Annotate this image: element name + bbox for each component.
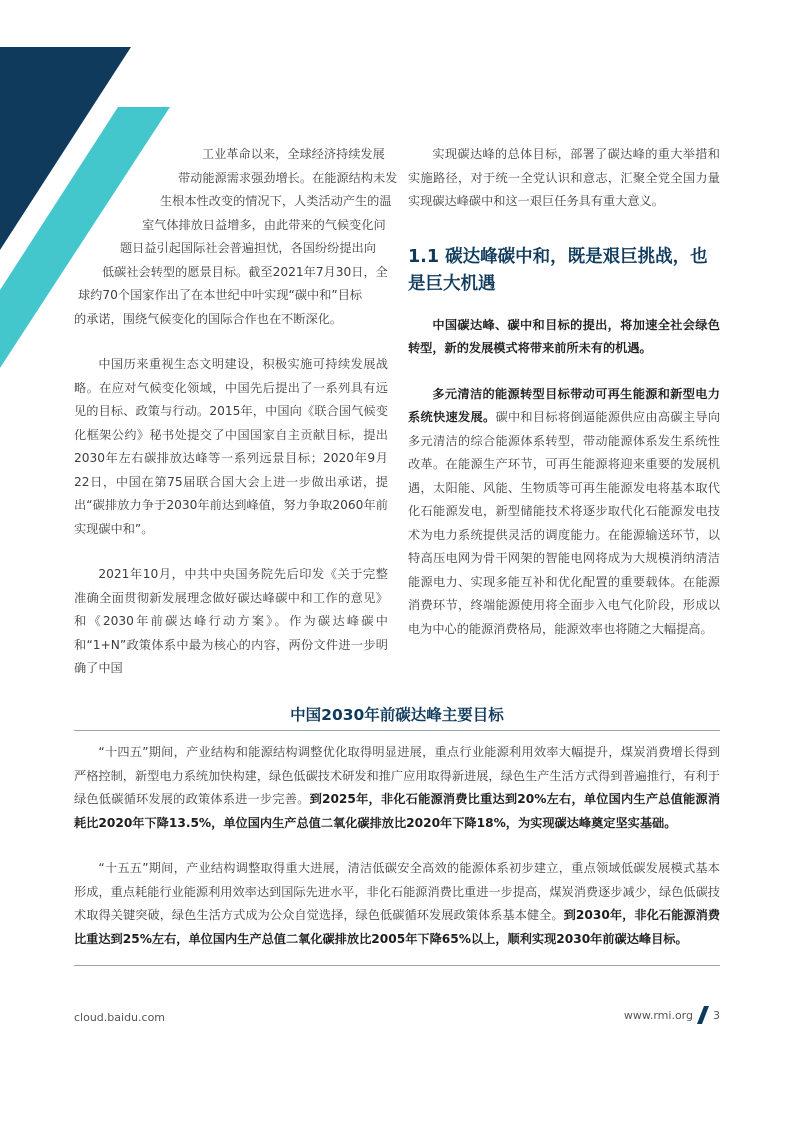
targets-bottom-rule: [74, 965, 720, 966]
target-2030-bold: 到2030年，非化石能源消费比重达到25%左右，单位国内生产总值二氧化碳排放比2005年下降65%以上，顺利实现2030年前碳达峰目标。: [74, 908, 721, 946]
intro-line: 工业革命以来，全球经济持续发展: [202, 147, 385, 161]
left-column: [74, 143, 398, 703]
china-policy-paragraph: 中国历来重视生态文明建设，积极实施可持续发展战略。在应对气候变化领域，中国先后提出了一系列具有远见的目标、政策与行动。2015年，中国向《联合国气候变化框架公约》秘书处提交了中国国家自主贡献目标，提出2030年左右碳排放达峰等一系列远景目标；2020年9月22日，中国在第75届联合国大会上进一步做出承诺，提出“碳排放力争于2030年前达到峰值，努力争取2060年前实现碳中和”。: [74, 357, 388, 536]
footer-right: [624, 1006, 720, 1024]
intro-line: 题日益引起国际社会普遍担忧，各国纷纷提出向: [120, 241, 376, 255]
slash-icon: [697, 1006, 709, 1024]
intro-line: 生根本性改变的情况下，人类活动产生的温: [160, 194, 392, 208]
policy-documents-paragraph: 2021年10月，中共中央国务院先后印发《关于完整准确全面贯彻新发展理念做好碳达峰碳中和工作的意见》和《2030年前碳达峰行动方案》。作为碳达峰碳中和“1+N”政策体系中最为核心的内容，两份文件进一步明确了中国: [74, 567, 388, 675]
energy-transition-paragraph: [408, 383, 720, 642]
footer-source: cloud.baidu.com: [74, 1011, 166, 1024]
targets-body: [74, 731, 720, 965]
continuation-paragraph: 实现碳达峰的总体目标，部署了碳达峰的重大举措和实施路径，对于统一全党认识和意志，汇聚全党全国力量实现碳达峰碳中和这一艰巨任务具有重大意义。: [408, 147, 720, 208]
target-2025-paragraph: [74, 741, 720, 835]
target-2030-paragraph: [74, 857, 720, 951]
right-column: [408, 143, 720, 663]
target-2025-text: “十四五”期间，产业结构和能源结构调整优化取得明显进展，重点行业能源利用效率大幅提升，煤炭消费增长得到严格控制，新型电力系统加快构建，绿色低碳技术研发和推广应用取得新进展，绿色生产生活方式得到普遍推行，有利于绿色低碳循环发展的政策体系进一步完善。: [74, 745, 720, 806]
target-2030-text: “十五五”期间，产业结构调整取得重大进展，清洁低碳安全高效的能源体系初步建立，重点领域低碳发展模式基本形成，重点耗能行业能源利用效率达到国际先进水平，非化石能源消费比重进一步提高，煤炭消费逐步减少，绿色低碳技术取得关键突破，绿色生活方式成为公众自觉选择，绿色低碳循环发展政策体系基本健全。: [74, 861, 720, 922]
page-number: 3: [713, 1008, 720, 1022]
target-2025-bold: 到2025年，非化石能源消费比重达到20%左右，单位国内生产总值能源消耗比2020年下降13.5%，单位国内生产总值二氧化碳排放比2020年下降18%，为实现碳达峰奠定坚实基础。: [74, 792, 721, 830]
intro-line: 带动能源需求强劲增长。在能源结构未发: [178, 170, 398, 185]
energy-transition-text: 碳中和目标将倒逼能源供应由高碳主导向多元清洁的综合能源体系转型，带动能源体系发生系统性改革。在能源生产环节，可再生能源将迎来重要的发展机遇，太阳能、风能、生物质等可再生能源发电将基本取代化石能源发电，新型储能技术将逐步取代化石能源发电技术为电力系统提供灵活的调度能力。在能源输送环节，以特高压电网为骨干网架的智能电网将成为大规模消纳清洁能源电力、实现多能互补和优化配置的重要载体。在能源消费环节，终端能源使用将全面步入电气化阶段，形成以电为中心的能源消费格局，能源效率也将随之大幅提高。: [408, 410, 721, 636]
targets-box: [74, 700, 720, 966]
section-heading: 1.1 碳达峰碳中和，既是艰巨挑战，也是巨大机遇: [408, 246, 708, 294]
intro-line: 低碳社会转型的愿景目标。截至2021年7月30日，全: [102, 264, 388, 279]
footer-url: www.rmi.org: [623, 1008, 693, 1022]
lead-paragraph: 中国碳达峰、碳中和目标的提出，将加速全社会绿色转型，新的发展模式将带来前所未有的机遇。: [408, 317, 720, 355]
energy-transition-bold: 多元清洁的能源转型目标带动可再生能源和新型电力系统快速发展。: [408, 386, 720, 424]
intro-line: 室气体排放日益增多，由此带来的气候变化问: [142, 217, 386, 232]
intro-line: 的承诺，围绕气候变化的国际合作也在不断深化。: [74, 311, 343, 326]
intro-paragraph: [74, 143, 398, 331]
targets-title: 中国2030年前碳达峰主要目标: [290, 706, 504, 724]
intro-line: 球约70个国家作出了在本世纪中叶实现“碳中和”目标: [78, 288, 363, 302]
